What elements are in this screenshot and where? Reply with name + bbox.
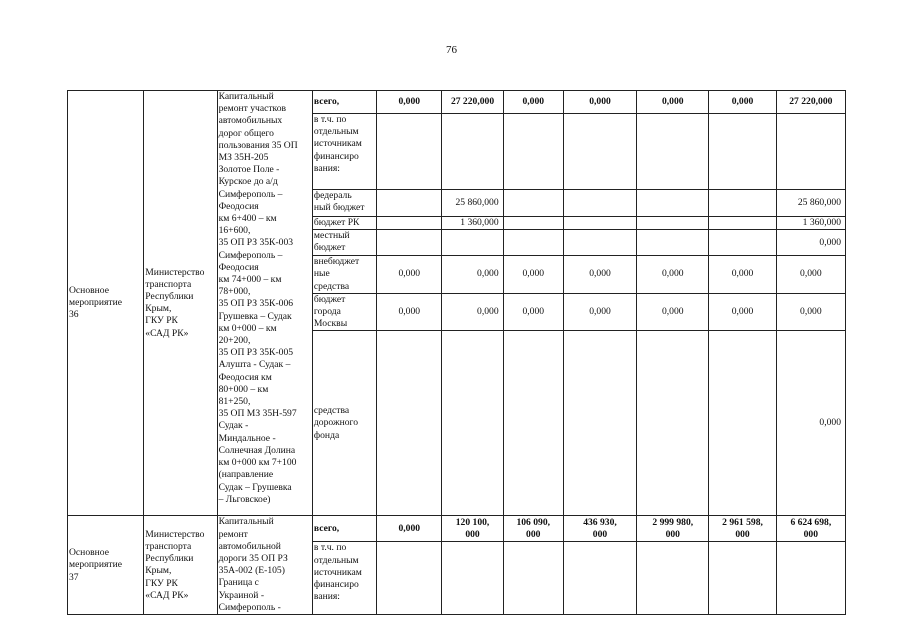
executor-line: «САД РК» bbox=[145, 589, 189, 601]
description-line: Феодосия км bbox=[218, 371, 272, 383]
amount-cell: 0,000 bbox=[503, 91, 563, 114]
amount-cell bbox=[503, 542, 563, 615]
amount-cell: 1 360,000 bbox=[442, 217, 503, 230]
amount-line: 000 bbox=[665, 528, 680, 540]
funding-source-line: отдельным bbox=[313, 554, 359, 566]
amount-line: 2 999 980, bbox=[652, 516, 694, 528]
amount-cell: 27 220,000 bbox=[442, 91, 503, 114]
funding-source-line: ные bbox=[313, 268, 330, 280]
description-line: Алушта - Судак – bbox=[218, 359, 291, 371]
amount-cell bbox=[637, 542, 709, 615]
funding-source bbox=[312, 230, 376, 256]
amount-cell bbox=[563, 217, 636, 230]
amount-cell bbox=[709, 516, 776, 542]
amount-line: 000 bbox=[735, 528, 750, 540]
funding-source-line: вания: bbox=[313, 591, 340, 603]
amount-cell bbox=[377, 331, 442, 516]
description-line: Солнечная Долина bbox=[218, 444, 296, 456]
description-line: дорог общего bbox=[218, 127, 274, 139]
amount-cell: 0,000 bbox=[637, 256, 709, 294]
description-line: км 6+400 – км bbox=[218, 213, 277, 225]
funding-source bbox=[312, 542, 376, 615]
amount-cell: 0,000 bbox=[776, 293, 845, 331]
description bbox=[217, 91, 312, 516]
description-line: Миндальное - bbox=[218, 432, 276, 444]
amount-cell bbox=[503, 114, 563, 190]
table-body bbox=[68, 91, 846, 615]
amount-cell bbox=[637, 516, 709, 542]
executor-line: Министерство bbox=[145, 266, 205, 278]
description-line: 78+000, bbox=[218, 286, 251, 298]
description-line: Судак - bbox=[218, 420, 249, 432]
amount-line: 436 930, bbox=[583, 516, 617, 528]
funding-source-line: всего, bbox=[313, 522, 340, 534]
amount-cell: 0,000 bbox=[709, 293, 776, 331]
amount-cell bbox=[709, 542, 776, 615]
amount-cell bbox=[709, 230, 776, 256]
amount-cell: 25 860,000 bbox=[442, 190, 503, 217]
funding-source-line: средства bbox=[313, 405, 350, 417]
amount-line: 106 090, bbox=[516, 516, 551, 528]
amount-cell: 27 220,000 bbox=[776, 91, 845, 114]
funding-source-line: федераль bbox=[313, 190, 352, 201]
amount-line: 000 bbox=[465, 528, 480, 540]
amount-cell: 0,000 bbox=[776, 331, 845, 516]
funding-source-line: финансиро bbox=[313, 579, 359, 591]
funding-source bbox=[312, 190, 376, 217]
executor-line: ГКУ РК bbox=[145, 577, 178, 589]
amount-cell: 0,000 bbox=[776, 230, 845, 256]
amount-cell bbox=[637, 217, 709, 230]
amount-cell: 0,000 bbox=[709, 91, 776, 114]
funding-source-line: в т.ч. по bbox=[313, 114, 347, 125]
funding-source-line: бюджет bbox=[313, 293, 346, 305]
description-line: Украиной - bbox=[218, 589, 265, 601]
amount-cell: 0,000 bbox=[377, 516, 442, 542]
amount-line: 000 bbox=[526, 528, 541, 540]
funding-source bbox=[312, 516, 376, 542]
amount-cell bbox=[442, 542, 503, 615]
funding-source-line: источникам bbox=[313, 138, 362, 150]
description-line: – Льговское) bbox=[218, 493, 271, 505]
amount-line: 2 961 598, bbox=[722, 516, 763, 528]
description-line: Симферополь - bbox=[218, 601, 281, 613]
amount-cell bbox=[563, 190, 636, 217]
amount-cell bbox=[442, 230, 503, 256]
description-line: Курское до а/д bbox=[218, 176, 278, 188]
amount-cell: 0,000 bbox=[637, 293, 709, 331]
description-line: 81+250, bbox=[218, 396, 251, 408]
amount-cell bbox=[503, 516, 563, 542]
amount-cell: 0,000 bbox=[503, 293, 563, 331]
description-line: 35 ОП РЗ 35К-003 bbox=[218, 237, 294, 249]
amount-cell bbox=[377, 190, 442, 217]
executor-line: ГКУ РК bbox=[145, 315, 178, 327]
description-line: Грушевка – Судак bbox=[218, 310, 292, 322]
funding-table bbox=[67, 90, 846, 615]
activity-label-line: Основное bbox=[69, 284, 109, 296]
funding-source-line: местный bbox=[313, 230, 350, 242]
amount-cell bbox=[503, 230, 563, 256]
amount-cell bbox=[563, 516, 636, 542]
activity-label-line: 37 bbox=[69, 571, 79, 583]
description-line: МЗ 35Н-205 bbox=[218, 152, 269, 164]
funding-source bbox=[312, 217, 376, 230]
amount-cell bbox=[776, 542, 845, 615]
description-line: 35 ОП МЗ 35Н-597 bbox=[218, 408, 297, 420]
amount-cell bbox=[442, 516, 503, 542]
amount-cell bbox=[709, 114, 776, 190]
amount-cell bbox=[377, 230, 442, 256]
table-row bbox=[68, 516, 846, 542]
amount-cell bbox=[377, 217, 442, 230]
funding-source-line: города bbox=[313, 306, 341, 318]
amount-cell bbox=[637, 190, 709, 217]
funding-source-line: вания: bbox=[313, 162, 340, 174]
amount-cell bbox=[503, 190, 563, 217]
executor-line: транспорта bbox=[145, 278, 192, 290]
funding-source bbox=[312, 293, 376, 331]
description-line: 16+600, bbox=[218, 225, 251, 237]
amount-cell bbox=[377, 542, 442, 615]
description-line: автомобильной bbox=[218, 540, 281, 552]
amount-cell: 0,000 bbox=[637, 91, 709, 114]
activity-label bbox=[68, 516, 144, 615]
activity-label-line: Основное bbox=[69, 547, 109, 559]
funding-source-line: фонда bbox=[313, 429, 340, 441]
description-line: автомобильных bbox=[218, 115, 283, 127]
activity-label-line: мероприятие bbox=[69, 297, 122, 309]
activity-label bbox=[68, 91, 144, 516]
description-line: Симферополь – bbox=[218, 249, 283, 261]
description bbox=[217, 516, 312, 615]
description-line: Феодосия bbox=[218, 200, 259, 212]
activity-label-line: 36 bbox=[69, 309, 79, 321]
amount-cell: 0,000 bbox=[442, 256, 503, 294]
funding-source-line: дорожного bbox=[313, 417, 359, 429]
funding-source-line: ный бюджет bbox=[313, 202, 365, 214]
amount-cell bbox=[563, 230, 636, 256]
amount-cell bbox=[442, 331, 503, 516]
executor-line: Крым, bbox=[145, 565, 172, 577]
executor-line: Республики bbox=[145, 291, 194, 302]
description-line: Граница с bbox=[218, 577, 259, 589]
description-line: 35 ОП РЗ 35К-005 bbox=[218, 347, 294, 359]
amount-line: 000 bbox=[803, 528, 819, 540]
amount-cell bbox=[563, 114, 636, 190]
amount-cell bbox=[776, 114, 845, 190]
amount-cell bbox=[503, 217, 563, 230]
amount-cell bbox=[563, 331, 636, 516]
funding-source bbox=[312, 91, 376, 114]
amount-cell: 25 860,000 bbox=[776, 190, 845, 217]
funding-source-line: Москвы bbox=[313, 318, 348, 330]
amount-cell: 0,000 bbox=[563, 91, 636, 114]
amount-cell: 0,000 bbox=[377, 256, 442, 294]
description-line: Феодосия bbox=[218, 261, 259, 273]
funding-source-line: бюджет bbox=[313, 242, 346, 254]
amount-cell bbox=[709, 331, 776, 516]
amount-cell: 0,000 bbox=[442, 293, 503, 331]
executor-line: «САД РК» bbox=[145, 327, 189, 339]
amount-line: 6 624 698, bbox=[790, 516, 832, 528]
description-line: Капитальный bbox=[218, 91, 274, 102]
amount-cell bbox=[563, 542, 636, 615]
page-number: 76 bbox=[446, 44, 457, 56]
executor bbox=[144, 91, 217, 516]
amount-cell bbox=[637, 331, 709, 516]
executor-line: Министерство bbox=[145, 528, 205, 540]
funding-source bbox=[312, 114, 376, 190]
amount-cell: 0,000 bbox=[563, 293, 636, 331]
table-row bbox=[68, 91, 846, 114]
description-line: Капитальный bbox=[218, 516, 274, 528]
executor-line: Крым, bbox=[145, 303, 172, 315]
amount-cell bbox=[637, 114, 709, 190]
amount-cell bbox=[709, 190, 776, 217]
amount-line: 000 bbox=[592, 528, 608, 540]
funding-source-line: бюджет РК bbox=[313, 217, 360, 228]
description-line: км 74+000 – км bbox=[218, 274, 282, 286]
funding-source bbox=[312, 331, 376, 516]
description-line: 80+000 – км bbox=[218, 383, 269, 395]
amount-cell: 1 360,000 bbox=[776, 217, 845, 230]
description-line: Симферополь – bbox=[218, 188, 283, 200]
executor-line: транспорта bbox=[145, 541, 192, 553]
funding-source-line: источникам bbox=[313, 566, 362, 578]
description-line: км 0+000 км 7+100 bbox=[218, 457, 297, 469]
description-line: Золотое Поле - bbox=[218, 164, 280, 176]
funding-source-line: финансиро bbox=[313, 150, 359, 162]
funding-source-line: в т.ч. по bbox=[313, 542, 347, 554]
amount-line: 120 100, bbox=[455, 516, 490, 528]
funding-source-line: отдельным bbox=[313, 126, 359, 138]
description-line: пользования 35 ОП bbox=[218, 139, 298, 151]
description-line: ремонт bbox=[218, 528, 248, 540]
amount-cell: 0,000 bbox=[563, 256, 636, 294]
amount-cell: 0,000 bbox=[503, 256, 563, 294]
amount-cell bbox=[776, 516, 845, 542]
amount-cell bbox=[709, 217, 776, 230]
description-line: 35А-002 (Е-105) bbox=[218, 565, 285, 577]
amount-cell: 0,000 bbox=[377, 91, 442, 114]
amount-cell bbox=[377, 114, 442, 190]
amount-cell bbox=[503, 331, 563, 516]
description-line: 35 ОП РЗ 35К-006 bbox=[218, 298, 294, 310]
executor-line: Республики bbox=[145, 553, 194, 565]
funding-source-line: средства bbox=[313, 280, 350, 292]
funding-source-line: внебюджет bbox=[313, 256, 360, 268]
amount-cell bbox=[442, 114, 503, 190]
amount-cell: 0,000 bbox=[377, 293, 442, 331]
amount-cell: 0,000 bbox=[776, 256, 845, 294]
description-line: Судак – Грушевка bbox=[218, 481, 292, 493]
description-line: км 0+000 – км bbox=[218, 322, 277, 334]
description-line: 20+200, bbox=[218, 335, 251, 347]
funding-source-line: всего, bbox=[313, 95, 340, 107]
amount-cell: 0,000 bbox=[709, 256, 776, 294]
amount-cell bbox=[637, 230, 709, 256]
activity-label-line: мероприятие bbox=[69, 559, 122, 571]
description-line: (направление bbox=[218, 469, 274, 481]
executor bbox=[144, 516, 217, 615]
funding-source bbox=[312, 256, 376, 294]
description-line: ремонт участков bbox=[218, 103, 287, 115]
description-line: дороги 35 ОП РЗ bbox=[218, 553, 288, 565]
